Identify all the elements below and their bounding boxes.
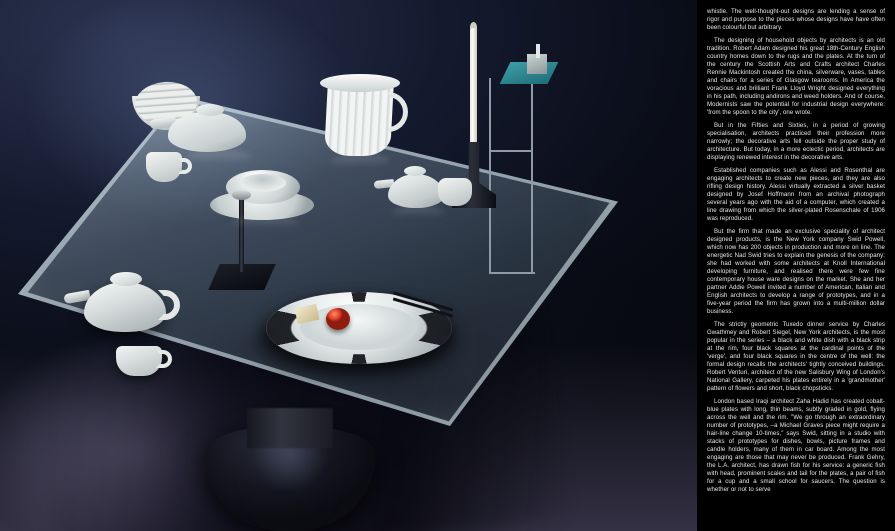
reflection-saucer: [232, 216, 298, 228]
front-teapot-lid: [110, 272, 142, 286]
article-text-column: [697, 0, 895, 531]
sugar-bowl: [438, 178, 472, 206]
teal-tray-pin: [536, 44, 540, 58]
white-teapot-back: [168, 112, 246, 152]
pepper-mill-rod: [239, 196, 244, 272]
fluted-pitcher-rim: [320, 74, 400, 92]
reflection-teapot: [392, 206, 444, 218]
article-paragraph: But in the Fifties and Sixties, in a period of growing specialisation, architects practiced their profession more narrowly; the decorative arts fell outside the proper study of architecture. But today, in a more eclectic period, architects are displaying renewed interest in the decorative arts.: [707, 122, 885, 161]
tall-candle: [470, 28, 477, 146]
reflection-pitcher: [330, 154, 390, 168]
wire-stand-rod-right: [531, 74, 533, 274]
reflection-teapot-back: [186, 150, 252, 164]
article-paragraph: Established companies such as Alessi and Rosenthal are engaging architects to create new pieces, and they are also rifling design history. Alessi virtually extracted a silver basket designed by Josef Hoffmann from an archival photograph several years ago with the aid of a computer, which created a line drawing from which the silver-plated Rosenschale of 1906 was reproduced.: [707, 167, 885, 222]
table-pedestal-highlight: [236, 440, 344, 531]
table-stem: [247, 408, 333, 448]
wire-stand-rod-left: [489, 78, 491, 274]
white-teapot-back-lid: [196, 104, 224, 116]
article-paragraph: But the firm that made an exclusive speciality of architect designed products, is the New York company Swid Powell, which now has 200 objects in production and more on line. The energetic Nad Swid tries to explain the genesis of the company: she had worked with some architects at Knoll International developing furniture, and realised there were few fine contemporary house ware designs on the market. She and her partner Addie Powell invited a number of American, Italian and English architects to develop a range of prototypes, and in a five-year period the firm has grown into a multi-million dollar business.: [707, 228, 885, 315]
teapot-lid: [404, 166, 426, 176]
wire-stand-foot: [489, 272, 535, 274]
pepper-mill-knob: [232, 190, 251, 200]
small-creamer: [146, 152, 182, 182]
article-paragraph: whistle. The well-thought-out designs are lending a sense of rigor and purpose to the pieces whose designs have have often been colourful but arbitrary.: [707, 8, 885, 31]
article-paragraph: The designing of household objects by architects is an old tradition. Robert Adam designed his great 18th-Century English country homes down to the rugs and the plates. At the turn of the century the Scottish Arts and Crafts architect Charles Rennie Mackintosh created the china, silverware, vases, tables and chairs for a series of Glasgow tearooms. In America the voracious and brilliant Frank Lloyd Wright designed everything in his path, including andirons and weed holders. And of course, Modernists saw the potential for industrial design everywhere: 'from the spoon to the city', one wrote.: [707, 37, 885, 116]
apple: [326, 308, 350, 330]
wire-stand-crossbar: [489, 150, 533, 152]
article-paragraph: London based Iraqi architect Zaha Hadid has created cobalt-blue plates with long, thin beams, subtly graded in gold, flying across the well and the rim. "We go through an extraordinary number of prototypes, –a Michael Graves piece might require a hair-line change 10-times," says Swid, sitting in a studio with stacks of prototypes for dishes, bowls, picture frames and candle holders, many of them in car board. Among the most engaging are those that may never be produced. Frank Gehry, the L.A. architect, has drawn fish for his service: a generic fish with head, prominent scales and tail for the plates, a pair of fish for a cup and a small school for saucers. The question is whether or not to serve: [707, 398, 885, 493]
white-bowl-well: [240, 174, 286, 192]
article-paragraph: The strictly geometric Tuxedo dinner service by Charles Gwathmey and Robert Siegel, New York architects, is the most popular in the series – a black and white dish with a black strip at the rim, four black squares at the cardinal points of the 'verge', and four black squares in the centre of the well: the formal design recalls the architects' tightly conceived buildings. Robert Venturi, architect of the new Salisbury Wing of London's National Gallery, carpeted his plates entirely in a 'grandmother' pattern of flowers and short, black chopsticks.: [707, 321, 885, 392]
